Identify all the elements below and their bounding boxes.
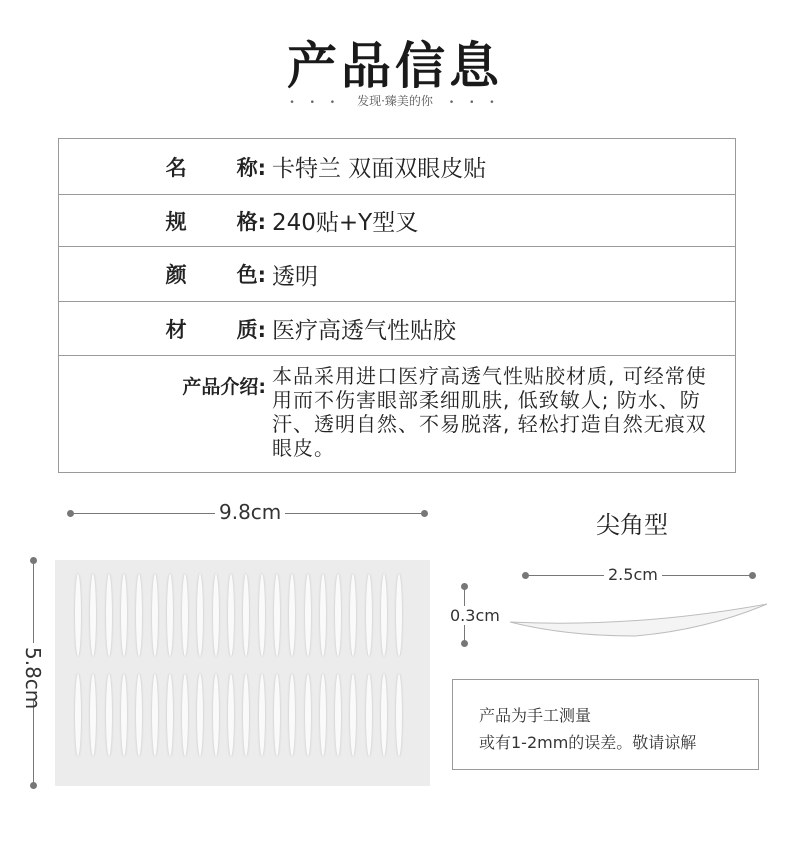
note-line-1: 产品为手工测量 bbox=[479, 706, 592, 725]
tape-strip bbox=[396, 574, 402, 656]
tape-strip bbox=[350, 674, 356, 756]
spec-row-name bbox=[59, 139, 735, 195]
eyelid-tape-sheet-image bbox=[55, 560, 430, 786]
tape-strip bbox=[213, 674, 219, 756]
tape-strip bbox=[274, 674, 280, 756]
decor-dots-right: • • • bbox=[448, 98, 501, 108]
tape-strip bbox=[197, 674, 203, 756]
spec-row-material bbox=[59, 302, 735, 356]
tape-strip bbox=[136, 674, 142, 756]
spec-value: 卡特兰 双面双眼皮贴 bbox=[272, 156, 487, 182]
page-title: 产品信息 bbox=[287, 37, 503, 95]
strip-length-label: 2.5cm bbox=[604, 565, 662, 584]
tape-strip bbox=[350, 574, 356, 656]
tape-strip bbox=[106, 574, 112, 656]
note-line-2: 或有1-2mm的误差。敬请谅解 bbox=[479, 733, 697, 752]
tape-strip bbox=[259, 674, 265, 756]
tape-strip bbox=[366, 574, 372, 656]
subtitle-text: 发现·臻美的你 bbox=[357, 94, 433, 108]
tape-strip bbox=[90, 674, 96, 756]
tape-strip bbox=[197, 574, 203, 656]
spec-row-intro bbox=[59, 356, 735, 472]
decor-dots-left: • • • bbox=[289, 98, 342, 108]
tape-strip bbox=[167, 674, 173, 756]
tape-strip bbox=[320, 574, 326, 656]
tape-strip bbox=[274, 574, 280, 656]
measurement-note bbox=[452, 679, 759, 770]
tape-strip bbox=[75, 574, 81, 656]
intro-text: 本品采用进口医疗高透气性贴胶材质, 可经常使用而不伤害眼部柔细肌肤, 低致敏人; 防水、防汗、透明自然、不易脱落, 轻松打造自然无痕双眼皮。 bbox=[272, 364, 707, 460]
single-strip-image bbox=[505, 600, 770, 640]
tape-strip bbox=[396, 674, 402, 756]
spec-label: 颜 色: bbox=[165, 263, 266, 287]
spec-label: 名 称: bbox=[165, 155, 266, 180]
tape-strip bbox=[381, 674, 387, 756]
spec-value: 240贴+Y型叉 bbox=[272, 210, 419, 236]
tape-strip bbox=[259, 574, 265, 656]
dimension-dot bbox=[749, 572, 756, 579]
spec-value: 医疗高透气性贴胶 bbox=[272, 318, 456, 344]
tape-strip bbox=[320, 674, 326, 756]
spec-label: 规 格: bbox=[165, 209, 266, 234]
tape-strip bbox=[152, 574, 158, 656]
tape-strip bbox=[106, 674, 112, 756]
tape-strip bbox=[381, 574, 387, 656]
tape-strip bbox=[182, 674, 188, 756]
tape-strip bbox=[305, 574, 311, 656]
dimension-dot bbox=[461, 640, 468, 647]
spec-label: 材 质: bbox=[165, 317, 266, 342]
spec-table bbox=[58, 138, 736, 473]
tape-strip bbox=[243, 574, 249, 656]
intro-label: 产品介绍: bbox=[182, 376, 266, 398]
tape-strip bbox=[182, 574, 188, 656]
tape-strip bbox=[228, 574, 234, 656]
spec-row-size bbox=[59, 195, 735, 247]
subtitle bbox=[0, 92, 790, 109]
tape-strip bbox=[152, 674, 158, 756]
spec-row-color bbox=[59, 247, 735, 302]
width-dimension-label: 9.8cm bbox=[215, 500, 285, 524]
tape-strip bbox=[289, 674, 295, 756]
tape-strip bbox=[121, 674, 127, 756]
tape-strip bbox=[167, 574, 173, 656]
tape-strip bbox=[75, 674, 81, 756]
dimension-dot bbox=[30, 782, 37, 789]
strip-width-label: 0.3cm bbox=[446, 606, 504, 625]
tape-strip bbox=[228, 674, 234, 756]
tape-strip bbox=[90, 574, 96, 656]
spec-value: 透明 bbox=[272, 263, 318, 290]
tape-strip bbox=[335, 674, 341, 756]
tape-strip bbox=[121, 574, 127, 656]
tape-strip bbox=[335, 574, 341, 656]
tape-strip bbox=[289, 574, 295, 656]
tape-strip bbox=[136, 574, 142, 656]
dimension-dot bbox=[421, 510, 428, 517]
tape-strip bbox=[243, 674, 249, 756]
tape-strip bbox=[305, 674, 311, 756]
tape-strip bbox=[213, 574, 219, 656]
shape-type-label: 尖角型 bbox=[596, 511, 668, 539]
tape-strip bbox=[366, 674, 372, 756]
height-dimension-label: 5.8cm bbox=[21, 643, 45, 701]
